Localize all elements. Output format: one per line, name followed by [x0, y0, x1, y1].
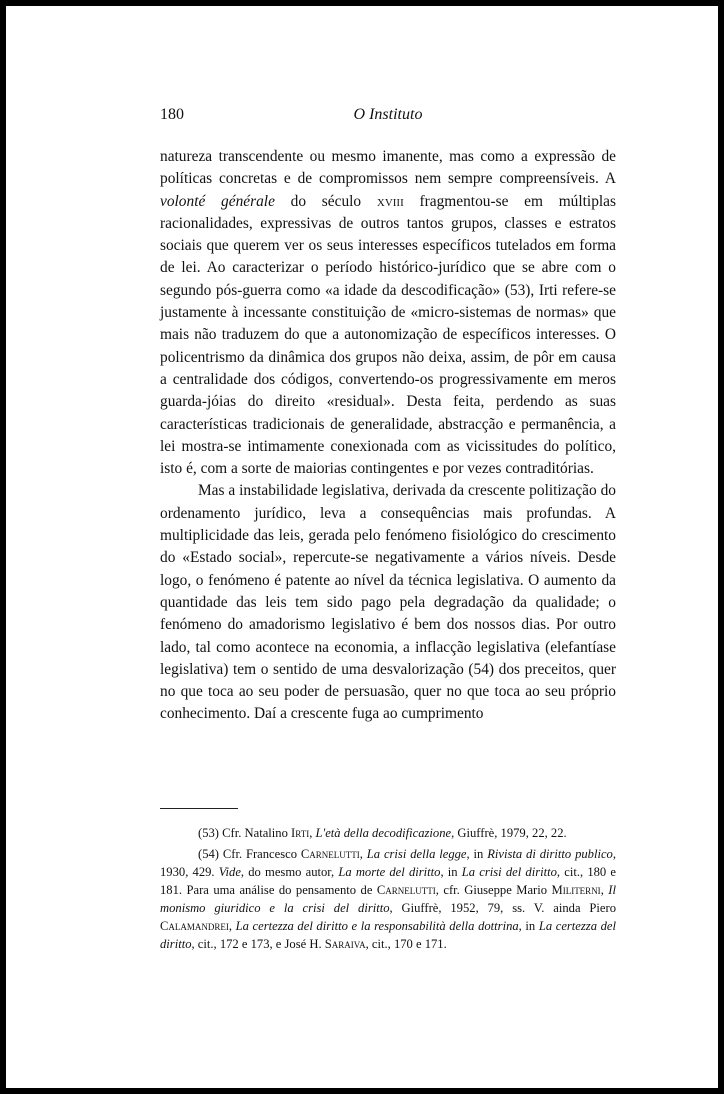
text-run: , — [309, 826, 316, 840]
page-number: 180 — [160, 106, 184, 123]
italic-run: Rivista di diritto publico — [487, 847, 613, 861]
text-run: , in — [466, 847, 488, 861]
italic-run: Vide — [218, 865, 241, 879]
text-run: (53) Cfr. Natalino — [198, 826, 292, 840]
smallcaps-run: Militerni — [551, 883, 601, 897]
text-run: , — [228, 919, 236, 933]
paragraph — [160, 146, 616, 480]
italic-run: La certezza del diritto — [160, 919, 616, 951]
page-header — [160, 106, 616, 126]
footnote-53 — [160, 824, 616, 842]
text-run: do século — [274, 192, 377, 210]
italic-run: Il monismo giuridico e la crisi del diritto — [160, 883, 616, 915]
text-run: , — [359, 847, 367, 861]
italic-run: volonté générale — [160, 192, 275, 210]
text-run: , cit., 170 e 171. — [365, 937, 447, 951]
text-run: , in — [440, 865, 462, 879]
book-page — [6, 6, 718, 1088]
paragraph — [160, 480, 616, 725]
smallcaps-run: Carnelutti — [376, 883, 436, 897]
italic-run: La morte del diritto — [338, 865, 441, 879]
text-run: fragmentou-se em múltiplas racionalidades, expressivas de outros tantos grupos, classes e estratos sociais que querem ver os seus interesses específicos tutelados em forma de lei. Ao caracterizar o período histórico-jurídico que se abre com o segundo pós-guerra como «a idade da descodificação» (53), Irti refere-se justamente à incessante constituição de «micro-sistemas de normas» que mais não traduzem do que a autonomização de específicos interesses. O policentrismo da dinâmica dos grupos não deixa, assim, de pôr em causa a centralidade dos códigos, convertendo-os progressivamente em meros guarda-jóias do direito «residual». Desta feita, perdendo as suas características tradicionais de generalidade, abstracção e permanência, a lei mostra-se intimamente conexionada com as vicissitudes do político, isto é, com a sorte de maiorias contingentes e por vezes contraditórias. — [160, 192, 616, 478]
italic-run: La crisi della legge — [366, 847, 467, 861]
smallcaps-run: Irti — [291, 826, 310, 840]
smallcaps-run: xviii — [376, 192, 404, 210]
smallcaps-run: Saraiva — [324, 937, 366, 951]
smallcaps-run: Calamandrei — [160, 919, 229, 933]
italic-run: L'età della decodificazione — [315, 826, 452, 840]
text-run: Mas a instabilidade legislativa, derivada da crescente politização do ordenamento jurídico, leva a consequências mais profundas. A multiplicidade das leis, gerada pelo fenómeno fisiológico do crescimento do «Estado social», repercute-se negativamente a vários níveis. Desde logo, o fenómeno é patente ao nível da técnica legislativa. O aumento da quantidade das leis tem sido pago pela degradação da qualidade; o fenómeno do amadorismo legislativo é bem dos nossos dias. Por outro lado, tal como acontece na economia, a inflacção legislativa (elefantíase legislativa) tem o sentido de uma desvalorização (54) dos preceitos, quer no que toca ao seu poder de persuasão, quer no que toca ao seu próprio conhecimento. Daí a crescente fuga ao cumprimento — [160, 482, 616, 723]
text-run: , in — [518, 919, 539, 933]
text-run: , 1930, 429. — [160, 847, 617, 879]
text-run: , cit., 172 e 173, e José H. — [191, 937, 325, 951]
italic-run: La certezza del diritto e la responsabilità della dottrina — [235, 919, 519, 933]
text-run: natureza transcendente ou mesmo imanente, mas como a expressão de políticas concretas e de compromissos nem sempre compreensíveis. A — [160, 148, 616, 188]
text-run: , cfr. Giuseppe Mario — [435, 883, 552, 897]
text-run: , Giuffrè, 1979, 22, 22. — [451, 826, 567, 840]
text-run: , do mesmo autor, — [240, 865, 339, 879]
running-title: O Instituto — [353, 106, 423, 123]
text-run: (54) Cfr. Francesco — [198, 847, 301, 861]
footnotes — [160, 824, 616, 953]
body-text — [160, 146, 616, 726]
text-run: , cit., 180 e 181. Para uma análise do pensamento de — [160, 865, 616, 897]
footnote-54 — [160, 845, 616, 953]
footnote-divider — [160, 808, 238, 809]
text-run: , Giuffrè, 1952, 79, ss. V. ainda Piero — [389, 901, 616, 915]
italic-run: La crisi del diritto — [461, 865, 557, 879]
smallcaps-run: Carnelutti — [300, 847, 360, 861]
text-run: , — [600, 883, 609, 897]
